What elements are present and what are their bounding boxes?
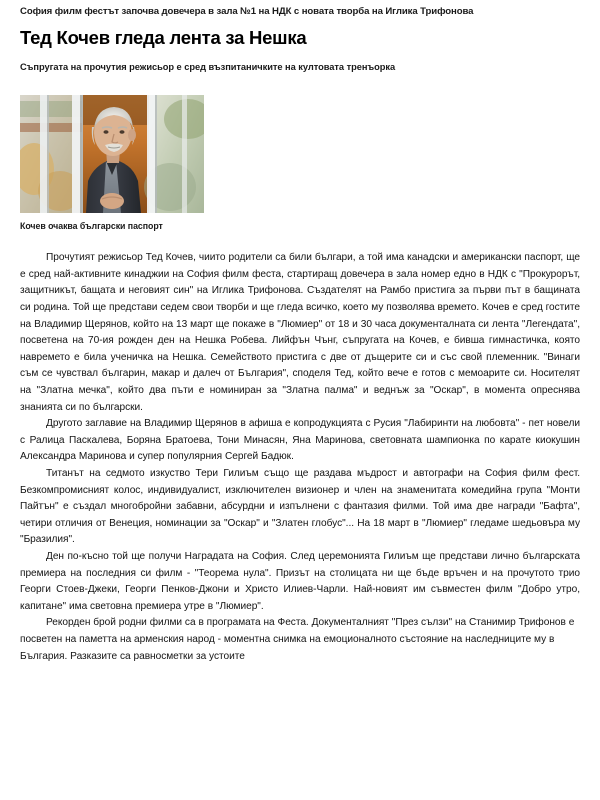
article-paragraph: Ден по-късно той ще получи Наградата на София. След церемонията Гилиъм ще представи лично българската премиера на последния си филм - "Теорема нула". Призът на столицата ни ще бъде връчен и на прочутото трио Георги Стоев-Джеки, Георги Пенков-Джони и Христо Илиев-Чарли. Най-новият им съвместен филм "Добро утро, капитане" има световна премиера утре в "Люмиер".: [20, 550, 580, 612]
article-kicker: София филм фестът започва довечера в зала №1 на НДК с новата творба на Иглика Трифонова: [20, 6, 474, 17]
article-paragraph: Другото заглавие на Владимир Щерянов в афиша е копродукцията с Русия "Лабиринти на любовта" - пет новели с Ралица Паскалева, Боряна Братоева, Тони Минасян, Яна Маринова, световната шампионка по карате киокушин Александра Маринова и супер популярния Сергей Бадюк.: [20, 418, 580, 463]
article-figure: [20, 95, 580, 232]
ted-kotcheff-portrait-photo: [20, 95, 204, 213]
article-body: [20, 250, 580, 665]
article-paragraph: Титанът на седмото изкуство Тери Гилиъм също ще раздава мъдрост и автографи на София филм фест. Безкомпромисният колос, индивидуалист, изключителен визионер и член на знаменитата комедийна група "Монти Пайтън" е създал многобройни забавни, абсурдни и изпълнени с фантазия филми. Той има две награди "Бафта", четири отличия от Венеция, номинации за "Оскар" и "Златен глобус"... На 18 март в "Люмиер" гледаме шедьовъра му "Бразилия".: [20, 467, 580, 546]
article-paragraph: Прочутият режисьор Тед Кочев, чиито родители са били българи, а той има канадски и американски паспорт, ще е сред най-активните кинаджии на София филм феста, стартиращ довечера в зала номер едно в НДК с "Прокурорът, защитникът, бащата и неговият син" на Иглика Трифонова. Създателят на Рамбо пристига за първи път в бащината си родина. Той ще представи седем свои творби и ще гледа всичко, което му позволява времето. Кочев е сред гостите на Владимир Щерянов, който на 13 март ще покаже в "Люмиер" от 18 и 30 часа документалната си лента "Легендата", посветена на 70-ия рожден ден на Нешка Робева. Лийфън Чънг, съпругата на Кочев, е бивша гимнастичка, която навремето е била ученичка на Нешка. Семейството пристига с две от дъщерите си и със свой племенник. "Винаги съм се чувствал българин, макар и далеч от България", споделя Тед, който вече е готов с мемоарите си. Носителят на "Златна мечка", който два пъти е номиниран за "Златна палма" и веднъж за "Оскар", в момента опреснява знанията си по български.: [20, 252, 580, 413]
article-subhead: Съпругата на прочутия режисьор е сред възпитаничките на култовата тренъорка: [20, 61, 396, 72]
page-title: Тед Кочев гледа лента за Нешка: [20, 26, 307, 48]
photo-caption: Кочев очаква български паспорт: [20, 220, 163, 231]
article-paragraph: Рекорден брой родни филми са в програмата на Феста. Документалният "През сълзи" на Станимир Трифонов е посветен на паметта на арменския народ - моментна снимка на емоционалното състояние на наследниците му в България. Разказите са равносметки за устоите: [20, 617, 575, 662]
